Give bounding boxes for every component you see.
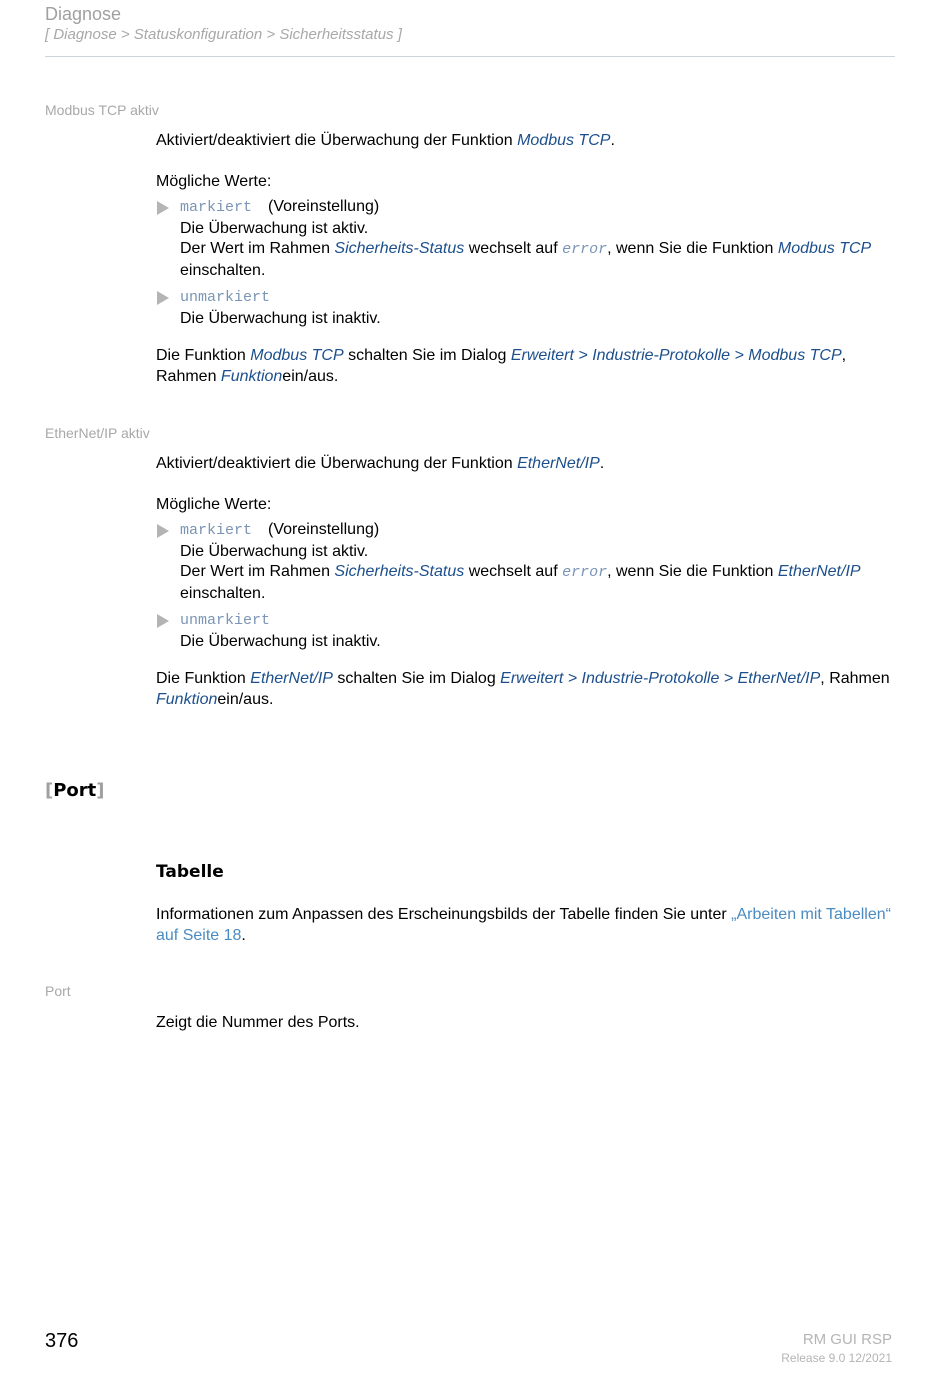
ethernetip-description: Aktiviert/deaktiviert die Überwachung der Funktion EtherNet/IP. <box>156 455 605 472</box>
xref-arbeiten-mit-tabellen[interactable]: „Arbeiten mit Tabellen“ auf Seite 18 <box>156 906 891 944</box>
section-title-port: [Port] <box>45 780 105 801</box>
link-frame-funktion[interactable]: Funktion <box>220 367 283 385</box>
modbus-description: Aktiviert/deaktiviert die Überwachung der Funktion Modbus TCP. <box>156 132 615 149</box>
link-ethernetip[interactable]: EtherNet/IP <box>777 563 861 580</box>
document-name: RM GUI RSP <box>802 1331 892 1348</box>
triangle-bullet-icon <box>157 291 169 305</box>
list-item-unmarked: unmarkiert Die Überwachung ist inaktiv. <box>156 287 896 329</box>
port-description: Zeigt die Nummer des Ports. <box>156 1014 360 1031</box>
param-port: Port <box>45 983 71 999</box>
link-modbus-tcp[interactable]: Modbus TCP <box>250 347 344 364</box>
ethernetip-note: Die Funktion EtherNet/IP schalten Sie im Dialog Erweitert > Industrie-Protokolle > EtherNet/IP, Rahmen Funktionein/aus. <box>156 670 890 708</box>
subheading-tabelle: Tabelle <box>156 862 224 882</box>
modbus-note: Die Funktion Modbus TCP schalten Sie im Dialog Erweitert > Industrie-Protokolle > Modbus TCP, Rahmen Funktionein/aus. <box>156 347 847 385</box>
link-ethernetip[interactable]: EtherNet/IP <box>250 670 333 687</box>
triangle-bullet-icon <box>157 524 169 538</box>
modbus-values-label: Mögliche Werte: <box>156 173 272 190</box>
link-dialog-ethernetip[interactable]: Erweitert > Industrie-Protokolle > EtherNet/IP <box>500 670 821 687</box>
value-error: error <box>562 241 608 258</box>
value-error: error <box>562 564 608 581</box>
triangle-bullet-icon <box>157 614 169 628</box>
list-item-unmarked: unmarkiert Die Überwachung ist inaktiv. <box>156 610 896 652</box>
link-modbus-tcp[interactable]: Modbus TCP <box>517 132 611 149</box>
header-divider <box>45 56 895 57</box>
link-dialog-modbus-tcp[interactable]: Erweitert > Industrie-Protokolle > Modbus TCP <box>510 347 842 364</box>
link-ethernetip[interactable]: EtherNet/IP <box>517 455 600 472</box>
breadcrumb: [ Diagnose > Statuskonfiguration > Sicherheitsstatus ] <box>45 26 402 43</box>
value-unmarked: unmarkiert <box>180 612 271 629</box>
triangle-bullet-icon <box>157 201 169 215</box>
list-item-marked: markiert (Voreinstellung) Die Überwachung ist aktiv. Der Wert im Rahmen Sicherheits-Status wechselt auf error, wenn Sie die Funktion EtherNet/IP einschalten. <box>156 520 896 604</box>
value-unmarked: unmarkiert <box>180 289 271 306</box>
table-info: Informationen zum Anpassen des Erscheinungsbilds der Tabelle finden Sie unter „Arbeiten mit Tabellen“ auf Seite 18. <box>156 906 891 944</box>
link-frame-funktion[interactable]: Funktion <box>156 690 218 708</box>
param-ethernetip-active: EtherNet/IP aktiv <box>45 425 150 441</box>
list-item-marked: markiert (Voreinstellung) Die Überwachung ist aktiv. Der Wert im Rahmen Sicherheits-Status wechselt auf error, wenn Sie die Funktion Modbus TCP einschalten. <box>156 197 896 281</box>
value-marked: markiert <box>180 199 253 216</box>
release-info: Release 9.0 12/2021 <box>781 1351 892 1365</box>
value-marked: markiert <box>180 522 253 539</box>
link-sicherheits-status[interactable]: Sicherheits-Status <box>334 240 465 257</box>
modbus-values-list <box>156 197 896 329</box>
page-number: 376 <box>45 1330 79 1352</box>
param-modbus-tcp-active: Modbus TCP aktiv <box>45 102 159 118</box>
ethernetip-values-label: Mögliche Werte: <box>156 496 272 513</box>
link-sicherheits-status[interactable]: Sicherheits-Status <box>334 563 465 580</box>
link-modbus-tcp[interactable]: Modbus TCP <box>777 240 872 257</box>
ethernetip-values-list <box>156 520 896 652</box>
chapter-title: Diagnose <box>45 4 122 24</box>
